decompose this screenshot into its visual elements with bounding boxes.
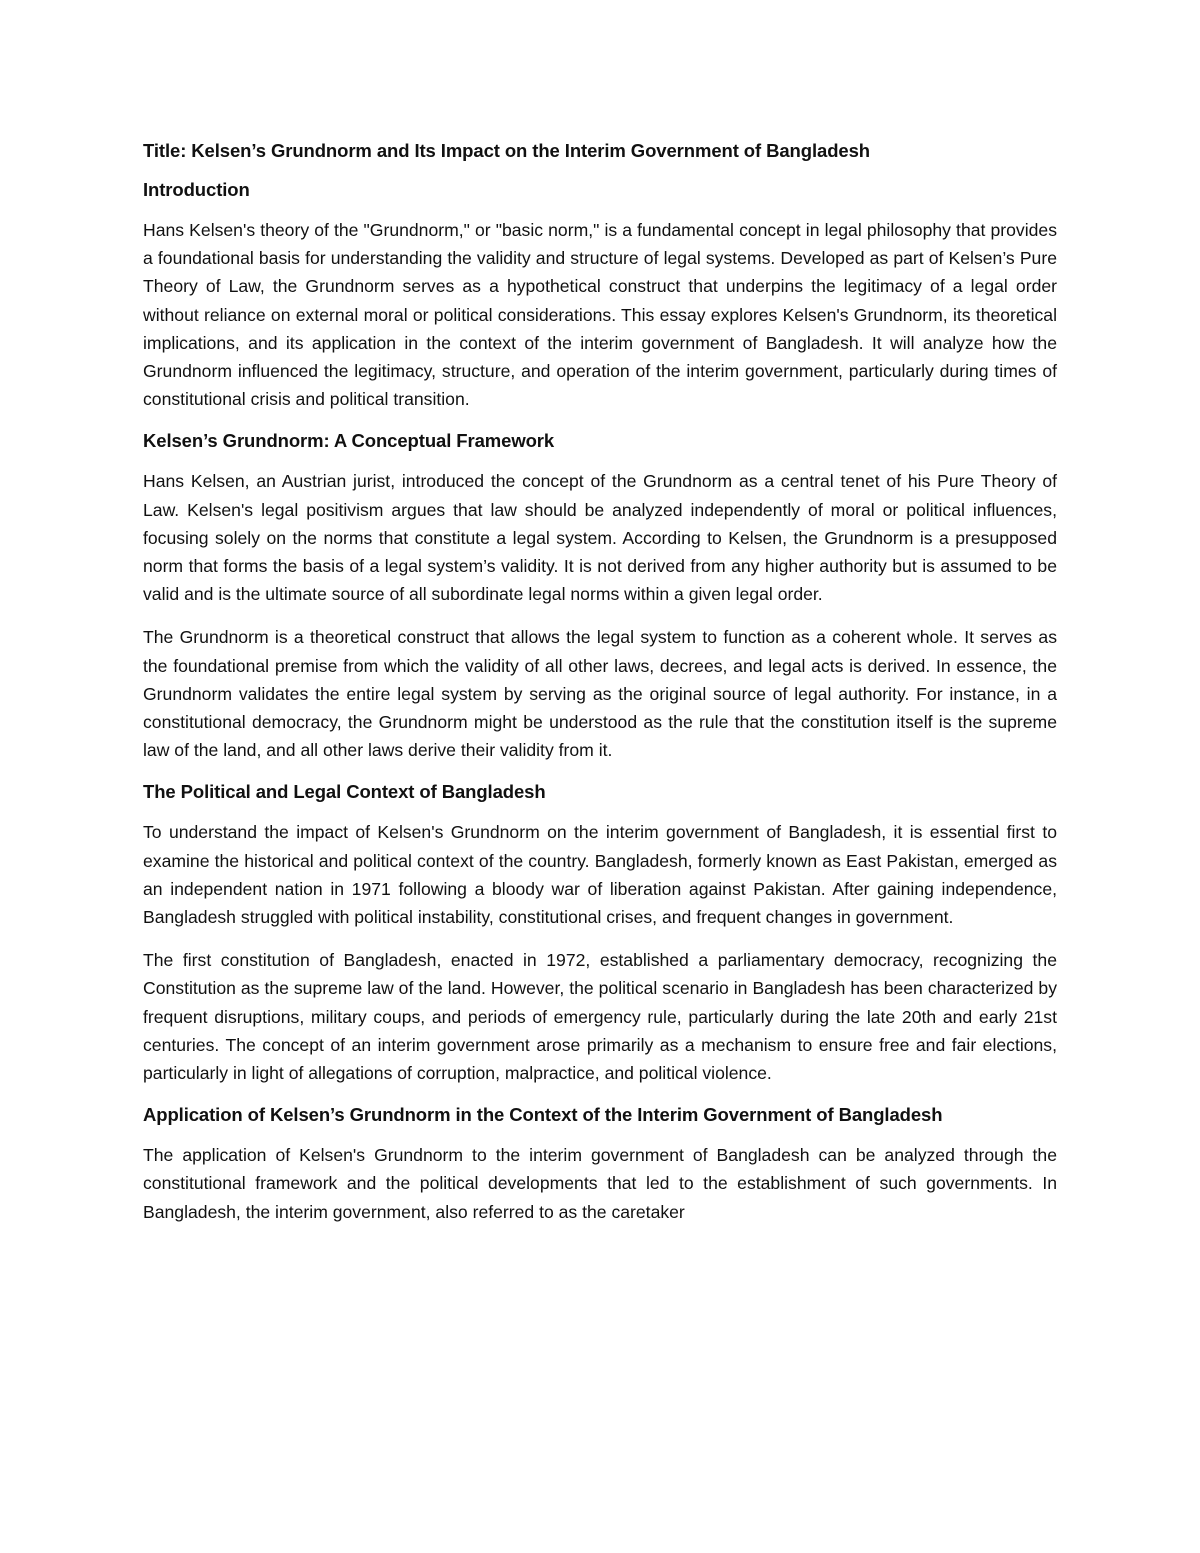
paragraph: The Grundnorm is a theoretical construct that allows the legal system to function as a coherent whole. It serves as the foundational premise from which the validity of all other laws, decrees, and legal acts is derived. In essence, the Grundnorm validates the entire legal system by serving as the original source of legal authority. For instance, in a constitutional democracy, the Grundnorm might be understood as the rule that the constitution itself is the supreme law of the land, and all other laws derive their validity from it. [143, 627, 1057, 761]
paragraph: To understand the impact of Kelsen's Grundnorm on the interim government of Bangladesh, it is essential first to examine the historical and political context of the country. Bangladesh, formerly known as East Pakistan, emerged as an independent nation in 1971 following a bloody war of liberation against Pakistan. After gaining independence, Bangladesh struggled with political instability, constitutional crises, and frequent changes in government. [143, 822, 1057, 928]
paragraph: The first constitution of Bangladesh, enacted in 1972, established a parliamentary democracy, recognizing the Constitution as the supreme law of the land. However, the political scenario in Bangladesh has been characterized by frequent disruptions, military coups, and periods of emergency rule, particularly during the late 20th and early 21st centuries. The concept of an interim government arose primarily as a mechanism to ensure free and fair elections, particularly in light of allegations of corruption, malpractice, and political violence. [143, 950, 1057, 1084]
document-page [143, 138, 1057, 1226]
document-title: Title: Kelsen’s Grundnorm and Its Impact on the Interim Government of Bangladesh [143, 140, 870, 161]
paragraph: The application of Kelsen's Grundnorm to the interim government of Bangladesh can be analyzed through the constitutional framework and the political developments that led to the establishment of such governments. In Bangladesh, the interim government, also referred to as the caretaker [143, 1145, 1057, 1222]
section-heading-political-context: The Political and Legal Context of Bangladesh [143, 781, 546, 803]
section-heading-application: Application of Kelsen’s Grundnorm in the Context of the Interim Government of Bangladesh [143, 1104, 943, 1126]
section-heading-conceptual-framework: Kelsen’s Grundnorm: A Conceptual Framework [143, 430, 555, 452]
paragraph: Hans Kelsen's theory of the "Grundnorm," or "basic norm," is a fundamental concept in legal philosophy that provides a foundational basis for understanding the validity and structure of legal systems. Developed as part of Kelsen’s Pure Theory of Law, the Grundnorm serves as a hypothetical construct that underpins the legitimacy of a legal order without reliance on external moral or political considerations. This essay explores Kelsen's Grundnorm, its theoretical implications, and its application in the context of the interim government of Bangladesh. It will analyze how the Grundnorm influenced the legitimacy, structure, and operation of the interim government, particularly during times of constitutional crisis and political transition. [143, 220, 1057, 410]
paragraph: Hans Kelsen, an Austrian jurist, introduced the concept of the Grundnorm as a central tenet of his Pure Theory of Law. Kelsen's legal positivism argues that law should be analyzed independently of moral or political influences, focusing solely on the norms that constitute a legal system. According to Kelsen, the Grundnorm is a presupposed norm that forms the basis of a legal system’s validity. It is not derived from any higher authority but is assumed to be valid and is the ultimate source of all subordinate legal norms within a given legal order. [143, 471, 1057, 605]
section-heading-introduction: Introduction [143, 179, 250, 200]
